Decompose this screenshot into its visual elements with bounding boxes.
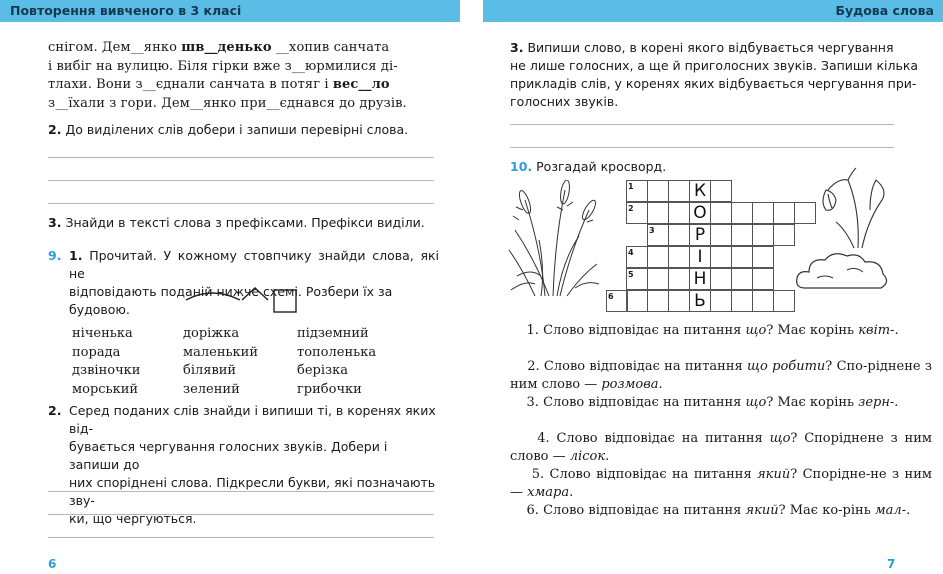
crossword-cell[interactable]	[668, 268, 690, 290]
crossword-cell[interactable]	[731, 268, 753, 290]
exercise-9-task-2: 2. Серед поданих слів знайди і випиши ті, в коренях яких від- бувається чергування голосних звуків. Добери і запиши до них споріднені слова. Підкресли букви, які позначають зву- ки, що чергуються.	[48, 403, 436, 526]
answer-line	[48, 537, 434, 538]
crossword-cell[interactable]	[668, 290, 690, 312]
root-arc-icon	[186, 293, 240, 300]
clue-6: 6. Слово відповідає на питання який? Має ко-рінь мал-.	[526, 503, 911, 518]
crossword-cell[interactable]	[647, 202, 669, 224]
answer-line	[510, 147, 894, 148]
crossword-row-number: 4	[628, 248, 634, 257]
clue-2: 2. Слово відповідає на питання що робити? Спо-ріднене з ним слово — розмова.	[510, 359, 932, 392]
suffix-caret-icon	[242, 288, 268, 300]
crossword-cell[interactable]	[731, 246, 753, 268]
passage-line-1: снігом. Дем__янко шв__денько __хопив санчата	[48, 40, 390, 55]
crossword-cell[interactable]	[752, 268, 774, 290]
page-number-right: 7	[887, 557, 896, 571]
crossword-cell[interactable]	[773, 290, 795, 312]
passage-line-4: з__їхали з гори. Дем__янко при__єднався до друзів.	[48, 95, 407, 111]
crossword-cell[interactable]	[668, 224, 690, 246]
passage-line-3: тлахи. Вони з__єднали санчата в потяг і вес__ло	[48, 77, 390, 92]
right-header: Будова слова	[483, 0, 943, 22]
crossword-key-letter: Н	[693, 269, 707, 289]
crossword-cell[interactable]	[773, 202, 795, 224]
crossword-key-letter: Ь	[694, 291, 706, 311]
crossword-cell[interactable]	[668, 180, 690, 202]
cloud-illustration-icon	[793, 248, 891, 294]
crossword-cell[interactable]	[773, 224, 795, 246]
ending-box-icon	[274, 290, 296, 312]
left-page	[0, 0, 460, 574]
exercise-10: 10. Розгадай кросворд.	[510, 159, 667, 174]
left-header: Повторення вивченого в 3 класі	[0, 0, 460, 22]
snowdrop-illustration-icon	[818, 160, 898, 250]
crossword-cell[interactable]	[752, 246, 774, 268]
clue-1: 1. Слово відповідає на питання що? Має корінь квіт-.	[526, 323, 899, 338]
crossword-cell[interactable]	[752, 224, 774, 246]
crossword-key-letter: О	[693, 203, 707, 223]
crossword-cell[interactable]	[647, 246, 669, 268]
passage	[48, 39, 440, 113]
task-2-text: До виділених слів добери і запиши перевірні слова.	[65, 122, 409, 137]
crossword-cell[interactable]	[731, 224, 753, 246]
answer-line	[48, 491, 434, 492]
answer-line	[48, 203, 434, 204]
crossword-key-letter: Р	[694, 225, 706, 245]
page-number-left: 6	[48, 557, 57, 571]
answer-line	[48, 514, 434, 515]
right-page	[483, 0, 943, 574]
word-structure-scheme	[180, 284, 300, 318]
crossword-row-number: 3	[649, 226, 655, 235]
crossword-cell[interactable]	[794, 202, 816, 224]
crossword-row-number: 6	[608, 292, 614, 301]
crossword-cell[interactable]	[752, 290, 774, 312]
exercise-9-number: 9.	[48, 248, 62, 263]
passage-line-2: і вибіг на вулицю. Біля гірки вже з__юрмилися ді-	[48, 58, 398, 74]
wheat-illustration-icon	[505, 180, 601, 298]
crossword-key-letter: К	[693, 181, 707, 201]
crossword-cell[interactable]	[710, 290, 732, 312]
crossword-cell[interactable]	[710, 246, 732, 268]
crossword-cell[interactable]	[710, 180, 732, 202]
crossword-cell[interactable]	[647, 180, 669, 202]
task-3-right: 3. Випиши слово, в корені якого відбувається чергування не лише голосних, а ще й приголосних звуків. Запиши кілька прикладів слів, у коренях яких відбувається чергування при- голосних звуків.	[510, 40, 919, 109]
crossword-row-number: 5	[628, 270, 634, 279]
crossword-cell[interactable]	[731, 290, 753, 312]
crossword-cell[interactable]	[752, 202, 774, 224]
answer-line	[510, 124, 894, 125]
crossword-cell[interactable]	[731, 202, 753, 224]
crossword-cell[interactable]	[647, 268, 669, 290]
crossword-cell[interactable]	[668, 246, 690, 268]
task-2	[48, 121, 448, 139]
crossword-cell[interactable]	[626, 290, 648, 312]
word-column-3: підземний тополенька берізка грибочки	[297, 326, 377, 397]
word-column-2: доріжка маленький білявий зелений	[183, 326, 259, 397]
answer-line	[48, 157, 434, 158]
exercise-9-task-1: 1. Прочитай. У кожному стовпчику знайди слова, які не відповідають поданій нижче схемі. Розбери їх за будовою.	[69, 248, 439, 317]
task-3-text: Знайди в тексті слова з префіксами. Префікси виділи.	[65, 215, 425, 230]
crossword-cell[interactable]	[668, 202, 690, 224]
crossword-cell[interactable]	[647, 290, 669, 312]
clue-3: 3. Слово відповідає на питання що? Має корінь зерн-.	[526, 395, 899, 410]
crossword-cell[interactable]	[710, 268, 732, 290]
crossword-cell[interactable]	[710, 202, 732, 224]
answer-line	[48, 180, 434, 181]
word-column-1: ніченька порада дзвіночки морський	[72, 326, 141, 397]
crossword-cell[interactable]	[710, 224, 732, 246]
crossword-row-number: 2	[628, 204, 634, 213]
crossword-row-number: 1	[628, 182, 634, 191]
clue-4: 4. Слово відповідає на питання що? Споріднене з ним слово — лісок.	[510, 431, 932, 464]
crossword-key-letter: І	[697, 247, 703, 267]
task-3	[48, 214, 448, 232]
task-3-number: 3.	[48, 215, 62, 230]
clue-5: 5. Слово відповідає на питання який? Спорідне-не з ним — хмара.	[510, 467, 932, 500]
task-2-number: 2.	[48, 122, 62, 137]
